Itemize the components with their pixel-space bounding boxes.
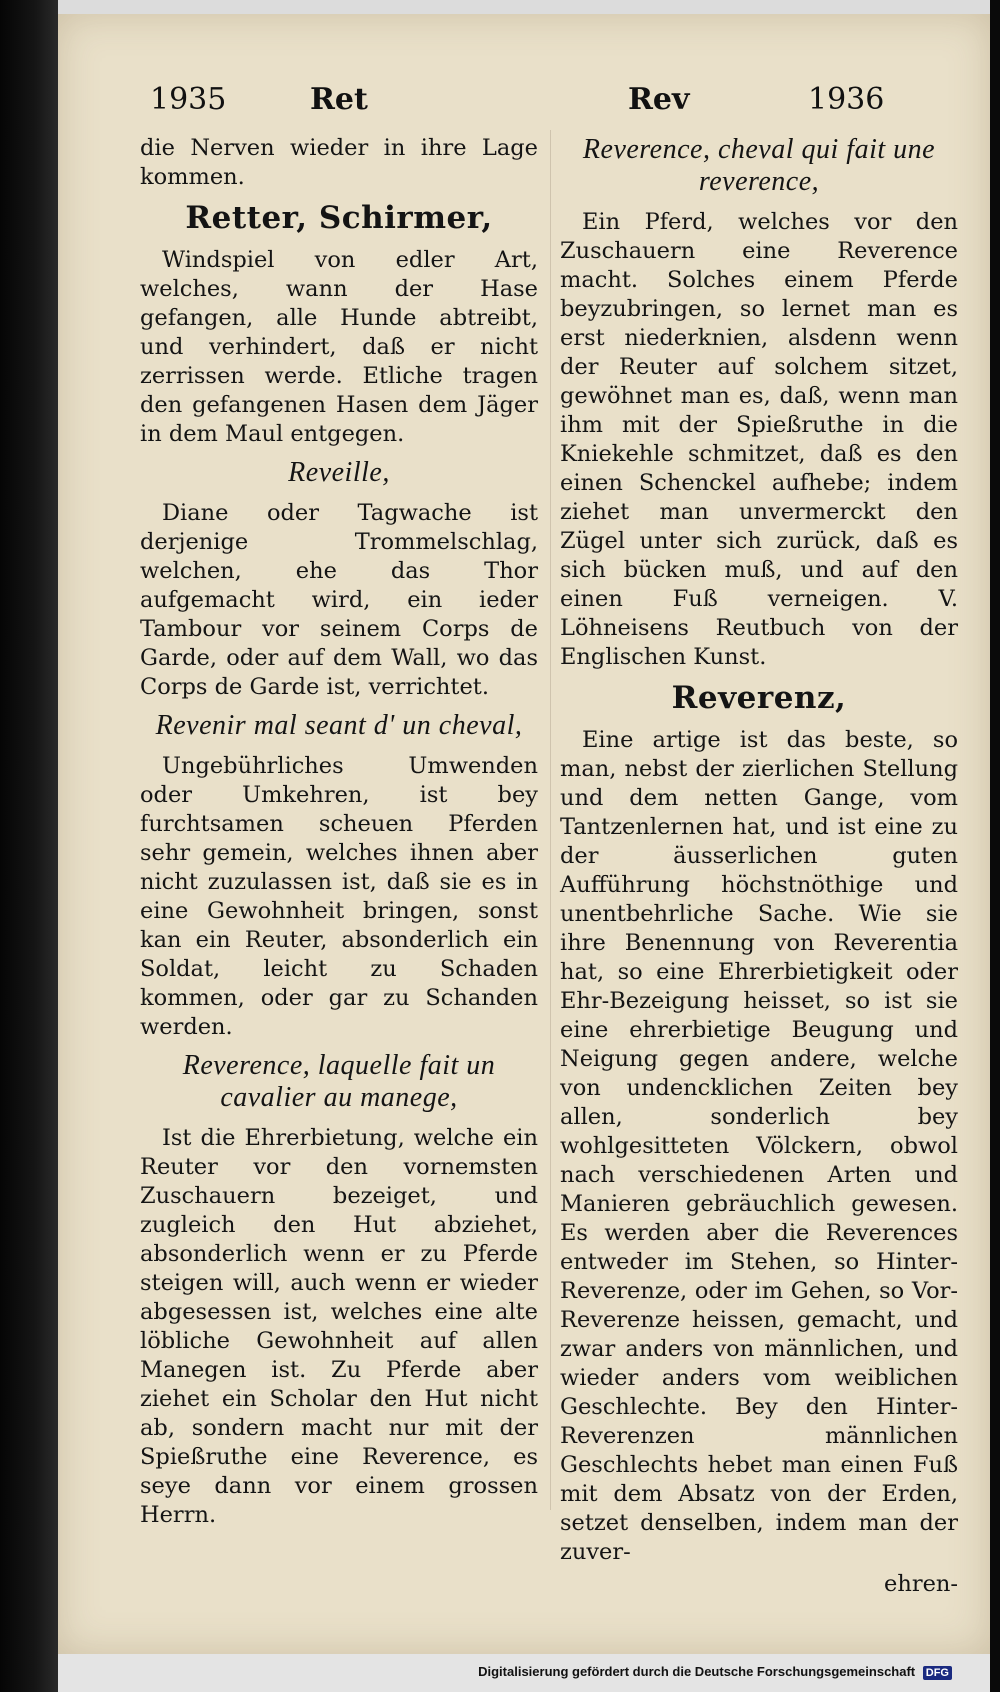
column-divider <box>550 130 551 1510</box>
credit-text: Digitalisierung gefördert durch die Deutsche Forschungsgemeinschaft <box>478 1664 916 1679</box>
entry-text-retter: Windspiel von edler Art, welches, wann der Hase gefangen, alle Hunde abtreibt, und verhindert, daß er nicht zerrissen werde. Etliche tragen den gefangenen Hasen dem Jäger in dem Maul entgegen. <box>140 247 538 447</box>
right-running-head: Rev <box>628 82 690 117</box>
left-running-head: Ret <box>310 82 368 117</box>
headword-revenir: Revenir mal seant d' un cheval, <box>155 710 523 741</box>
left-column <box>140 134 538 1536</box>
catchword: ehren- <box>884 1571 958 1597</box>
dfg-logo: DFG <box>923 1666 952 1680</box>
left-scan-border <box>0 0 58 1692</box>
digitization-credit <box>478 1664 952 1680</box>
right-column <box>560 134 958 1597</box>
headword-reveille: Reveille, <box>288 457 390 488</box>
headword-reverenz: Reverenz, <box>671 680 847 716</box>
entry-text-revenir: Ungebührliches Umwenden oder Umkehren, ist bey furchtsamen scheuen Pferden sehr gemein, welches ihnen aber nicht zuzulassen ist, daß sie es in eine Gewohnheit bringen, sonst kan ein Reuter, absonderlich ein Soldat, leicht zu Schaden kommen, oder gar zu Schanden werden. <box>140 753 538 1040</box>
entry-text-reverence-cavalier: Ist die Ehrerbietung, welche ein Reuter vor den vornemsten Zuschauern bezeiget, und zugleich den Hut abziehet, absonderlich wenn er zu Pferde steigen will, auch wenn er wieder abgesessen ist, welches eine alte löbliche Gewohnheit auf allen Manegen ist. Zu Pferde aber ziehet ein Scholar den Hut nicht ab, sondern macht nur mit der Spießruthe eine Reverence, es seye dann vor einem grossen Herrn. <box>140 1125 538 1528</box>
headword-reverence-cavalier: Reverence, laquelle fait un cavalier au manege, <box>182 1050 496 1113</box>
headword-reverence-cheval: Reverence, cheval qui fait une reverence, <box>582 134 936 197</box>
headword-retter: Retter, Schirmer, <box>185 200 493 236</box>
right-scan-border <box>990 0 1000 1692</box>
right-page-number: 1936 <box>808 82 885 117</box>
left-page-number: 1935 <box>150 82 227 117</box>
entry-text-reverenz: Eine artige ist das beste, so man, nebst der zierlichen Stellung und dem netten Gange, vom Tantzenlernen hat, und ist eine zu der äusserlichen guten Aufführung höchstnöthige und unentbehrliche Sache. Wie sie ihre Benennung von Reverentia hat, so eine Ehrerbietigkeit oder Ehr-Bezeigung heisset, so ist sie eine ehrerbietige Beugung und Neigung gegen andere, welche von undencklichen Zeiten bey allen, sonderlich bey wohlgesitteten Völckern, obwol nach verschiedenen Arten und Manieren gebräuchlich gewesen. Es werden aber die Reverences entweder im Stehen, so Hinter-Reverenze, oder im Gehen, so Vor-Reverenze heissen, gemacht, und zwar anders von männlichen, und wieder anders vom weiblichen Geschlechte. Bey den Hinter-Reverenzen männlichen Geschlechts hebet man einen Fuß mit dem Absatz von der Erden, setzet denselben, indem man der zuver- <box>560 727 958 1565</box>
continuation-text: die Nerven wieder in ihre Lage kommen. <box>140 135 538 190</box>
entry-text-reverence-cheval: Ein Pferd, welches vor den Zuschauern eine Reverence macht. Solches einem Pferde beyzubringen, so lernet man es erst niederknien, alsdenn wenn der Reuter auf solchem sitzet, gewöhnet man es, daß, wenn man ihm mit der Spießruthe in die Kniekehle schmitzet, daß es den einen Schenckel aufhebe; indem ziehet man unvermerckt den Zügel unter sich zurück, daß es sich bücken muß, und auf den einen Fuß verneigen. V. Löhneisens Reutbuch von der Englischen Kunst. <box>560 209 958 670</box>
entry-text-reveille: Diane oder Tagwache ist derjenige Trommelschlag, welchen, ehe das Thor aufgemacht wird, ein ieder Tambour vor seinem Corps de Garde, oder auf dem Wall, wo das Corps de Garde ist, verrichtet. <box>140 500 538 700</box>
